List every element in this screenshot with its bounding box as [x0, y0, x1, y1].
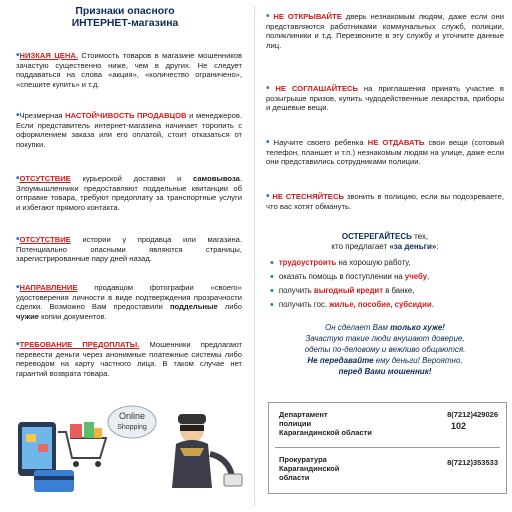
item-key: жилье, пособие, субсидии — [329, 300, 432, 309]
list-item: • трудоустроить на хорошую работу, — [270, 257, 411, 269]
sign-key: НИЗКАЯ ЦЕНА. — [19, 51, 78, 60]
item-key: трудоустроить — [278, 258, 337, 267]
item-key: учебу — [404, 272, 428, 281]
item-key: выгодный кредит — [313, 286, 384, 295]
sign-text: истории у продавца или магазина. Потенциально опасными являются страницы, зарегистрированные пару дней назад. — [16, 235, 242, 263]
item-pre: получить — [278, 286, 314, 295]
pros-phone: 8(7212)353533 — [447, 458, 498, 467]
sign-text: либо — [217, 302, 243, 311]
item-post: на хорошую работу, — [336, 258, 411, 267]
advice-text: на приглашения принять участие в розыгрыше призов, купить чудодейственные лекарства, приборы и дешевые вещи. — [266, 84, 504, 113]
sign-prepayment — [16, 340, 242, 378]
dept-line-2: полиции — [279, 419, 312, 428]
shopping-cart-icon — [58, 422, 106, 467]
bullet-icon: • — [16, 339, 20, 350]
sign-text: Стоимость товаров в магазине мошенников зачастую существенно ниже, чем в других. Не следует поддаваться на слова «акция», «количество ограничено», «спешите купить» и т.д. — [16, 51, 242, 89]
sign-bold: поддельные — [169, 302, 218, 311]
advice-key: НЕ СОГЛАШАЙТЕСЬ — [275, 84, 359, 93]
left-title — [0, 6, 250, 31]
sign-text: Мошенники предлагают перевести деньги через анонимные платежные системы либо переводом на карту частного лица. В таком случае нет гарантий возврата товара. — [16, 340, 243, 378]
left-column — [0, 0, 250, 512]
closing-line-3: одеты по-деловому и вежливо общаются. — [304, 345, 466, 354]
beware-key-2: «за деньги» — [389, 241, 437, 251]
closing-pre: Он сделает Вам — [325, 323, 391, 332]
sign-fake-id — [16, 283, 242, 321]
advice-dont-agree — [266, 84, 504, 113]
bullet-icon: • — [16, 173, 20, 184]
item-post: в банке, — [383, 286, 415, 295]
title-line-2: ИНТЕРНЕТ-магазина — [71, 18, 179, 30]
online-shopping-bubble — [108, 406, 156, 438]
sign-bold: чужие — [16, 311, 40, 321]
sign-low-price — [16, 51, 242, 89]
sign-pushy-sellers — [16, 111, 242, 149]
pros-line-2: Карагандинской — [279, 464, 340, 473]
tablet-icon — [18, 422, 56, 476]
dept-phone: 8(7212)429026 — [447, 410, 498, 419]
sign-text: копии документов. — [39, 311, 107, 321]
advice-call-police — [266, 192, 504, 211]
closing-note — [266, 322, 504, 377]
item-post: , — [427, 272, 430, 281]
beware-post: : — [436, 241, 439, 251]
item-pre: оказать помощь в поступлении на — [278, 272, 405, 281]
contacts-box — [268, 402, 507, 494]
credit-card-icon — [34, 470, 74, 492]
item-post: . — [431, 300, 434, 309]
sign-key: ТРЕБОВАНИЕ ПРЕДОПЛАТЫ. — [19, 340, 140, 349]
pros-line-3: области — [279, 473, 310, 482]
dept-line-3: Карагандинской области — [279, 428, 372, 437]
advice-pre: Научите своего ребенка — [273, 138, 368, 147]
beware-text: тех, — [411, 232, 429, 241]
bullet-icon: • — [266, 11, 270, 22]
advice-text: свои вещи (сотовый телефон, планшет и т.п.) незнакомым людям на улице, даже если они представились сотрудниками полиции. — [266, 138, 505, 167]
advice-key: НЕ ОТДАВАТЬ — [367, 138, 425, 147]
advice-text: дверь незнакомым людям, даже если они представляются работниками коммунальных служб, полиции, поликлиники и т.д. Перезвоните в эту службу и уточните данные лиц. — [266, 12, 505, 50]
sign-no-delivery — [16, 174, 242, 212]
sign-key: НАСТОЙЧИВОСТЬ ПРОДАВЦОВ — [65, 111, 187, 120]
bullet-icon: • — [266, 137, 270, 148]
contacts-divider — [275, 447, 500, 448]
dept-short-number: 102 — [450, 421, 466, 431]
advice-key: НЕ СТЕСНЯЙТЕСЬ — [272, 192, 345, 201]
shopping-label: Shopping — [117, 424, 147, 431]
list-item: • получить гос. жилье, пособие, субсидии. — [270, 299, 434, 311]
title-line-1: Признаки опасного — [75, 6, 175, 17]
item-pre: получить гос. — [278, 300, 330, 309]
dept-line-1: Департамент — [279, 410, 328, 419]
sign-key: НАПРАВЛЕНИЕ — [19, 283, 78, 292]
advice-dont-open — [266, 12, 504, 50]
column-divider — [254, 6, 255, 506]
sign-bold: самовывоза — [193, 174, 240, 183]
closing-line-5: перед Вами мошенник! — [338, 367, 432, 376]
bullet-icon: • — [266, 83, 270, 94]
bullet-icon: • — [16, 234, 20, 245]
online-label: Online — [118, 411, 146, 421]
advice-teach-child — [266, 138, 504, 167]
sign-pre: Чрезмерная — [19, 111, 66, 120]
closing-line-2: Зачастую такие люди внушают доверие, — [305, 334, 465, 343]
beware-list — [270, 256, 506, 312]
beware-pre: кто предлагает — [331, 241, 390, 251]
bullet-icon: • — [266, 191, 270, 202]
bullet-icon: • — [16, 110, 20, 121]
list-item: • получить выгодный кредит в банке, — [270, 285, 415, 297]
advice-key: НЕ ОТКРЫВАЙТЕ — [273, 12, 342, 21]
sign-key: ОТСУТСТВИЕ — [19, 235, 71, 244]
thief-icon — [172, 414, 242, 488]
sign-mid: курьерской доставки и — [70, 174, 194, 183]
closing-line-4: ему деньги! Вероятно, — [373, 356, 463, 365]
advice-text: звонить в полицию, если вы подозреваете, что вас хотят обмануть. — [266, 192, 505, 211]
closing-key: только хуже! — [390, 323, 445, 332]
bullet-icon: • — [16, 282, 20, 293]
list-item: • оказать помощь в поступлении на учебу, — [270, 271, 430, 283]
sign-text: продавцом фотографии «своего» удостоверения личности в виде подтверждения прозрачности сделки. Возможно Вам предоставили — [16, 283, 242, 311]
online-shopping-illustration — [14, 392, 248, 498]
beware-key: ОСТЕРЕГАЙТЕСЬ — [341, 232, 412, 241]
sign-key: ОТСУТСТВИЕ — [19, 174, 71, 183]
sign-no-history — [16, 235, 242, 264]
closing-key-2: Не передавайте — [307, 356, 374, 365]
sign-text: и менеджеров. Если представитель интернет-магазина начинает торопить с оформлением заказа или его оплатой, стоит отказаться от покупки. — [16, 111, 242, 149]
sign-text: . Злоумышленники предоставляют поддельные квитанции об отправке товара, требуют предоплату за транспортные услуги и избегают прямого контакта. — [16, 174, 242, 212]
bullet-icon: • — [16, 50, 20, 61]
beware-heading — [266, 232, 504, 251]
pros-line-1: Прокуратура — [279, 455, 327, 464]
